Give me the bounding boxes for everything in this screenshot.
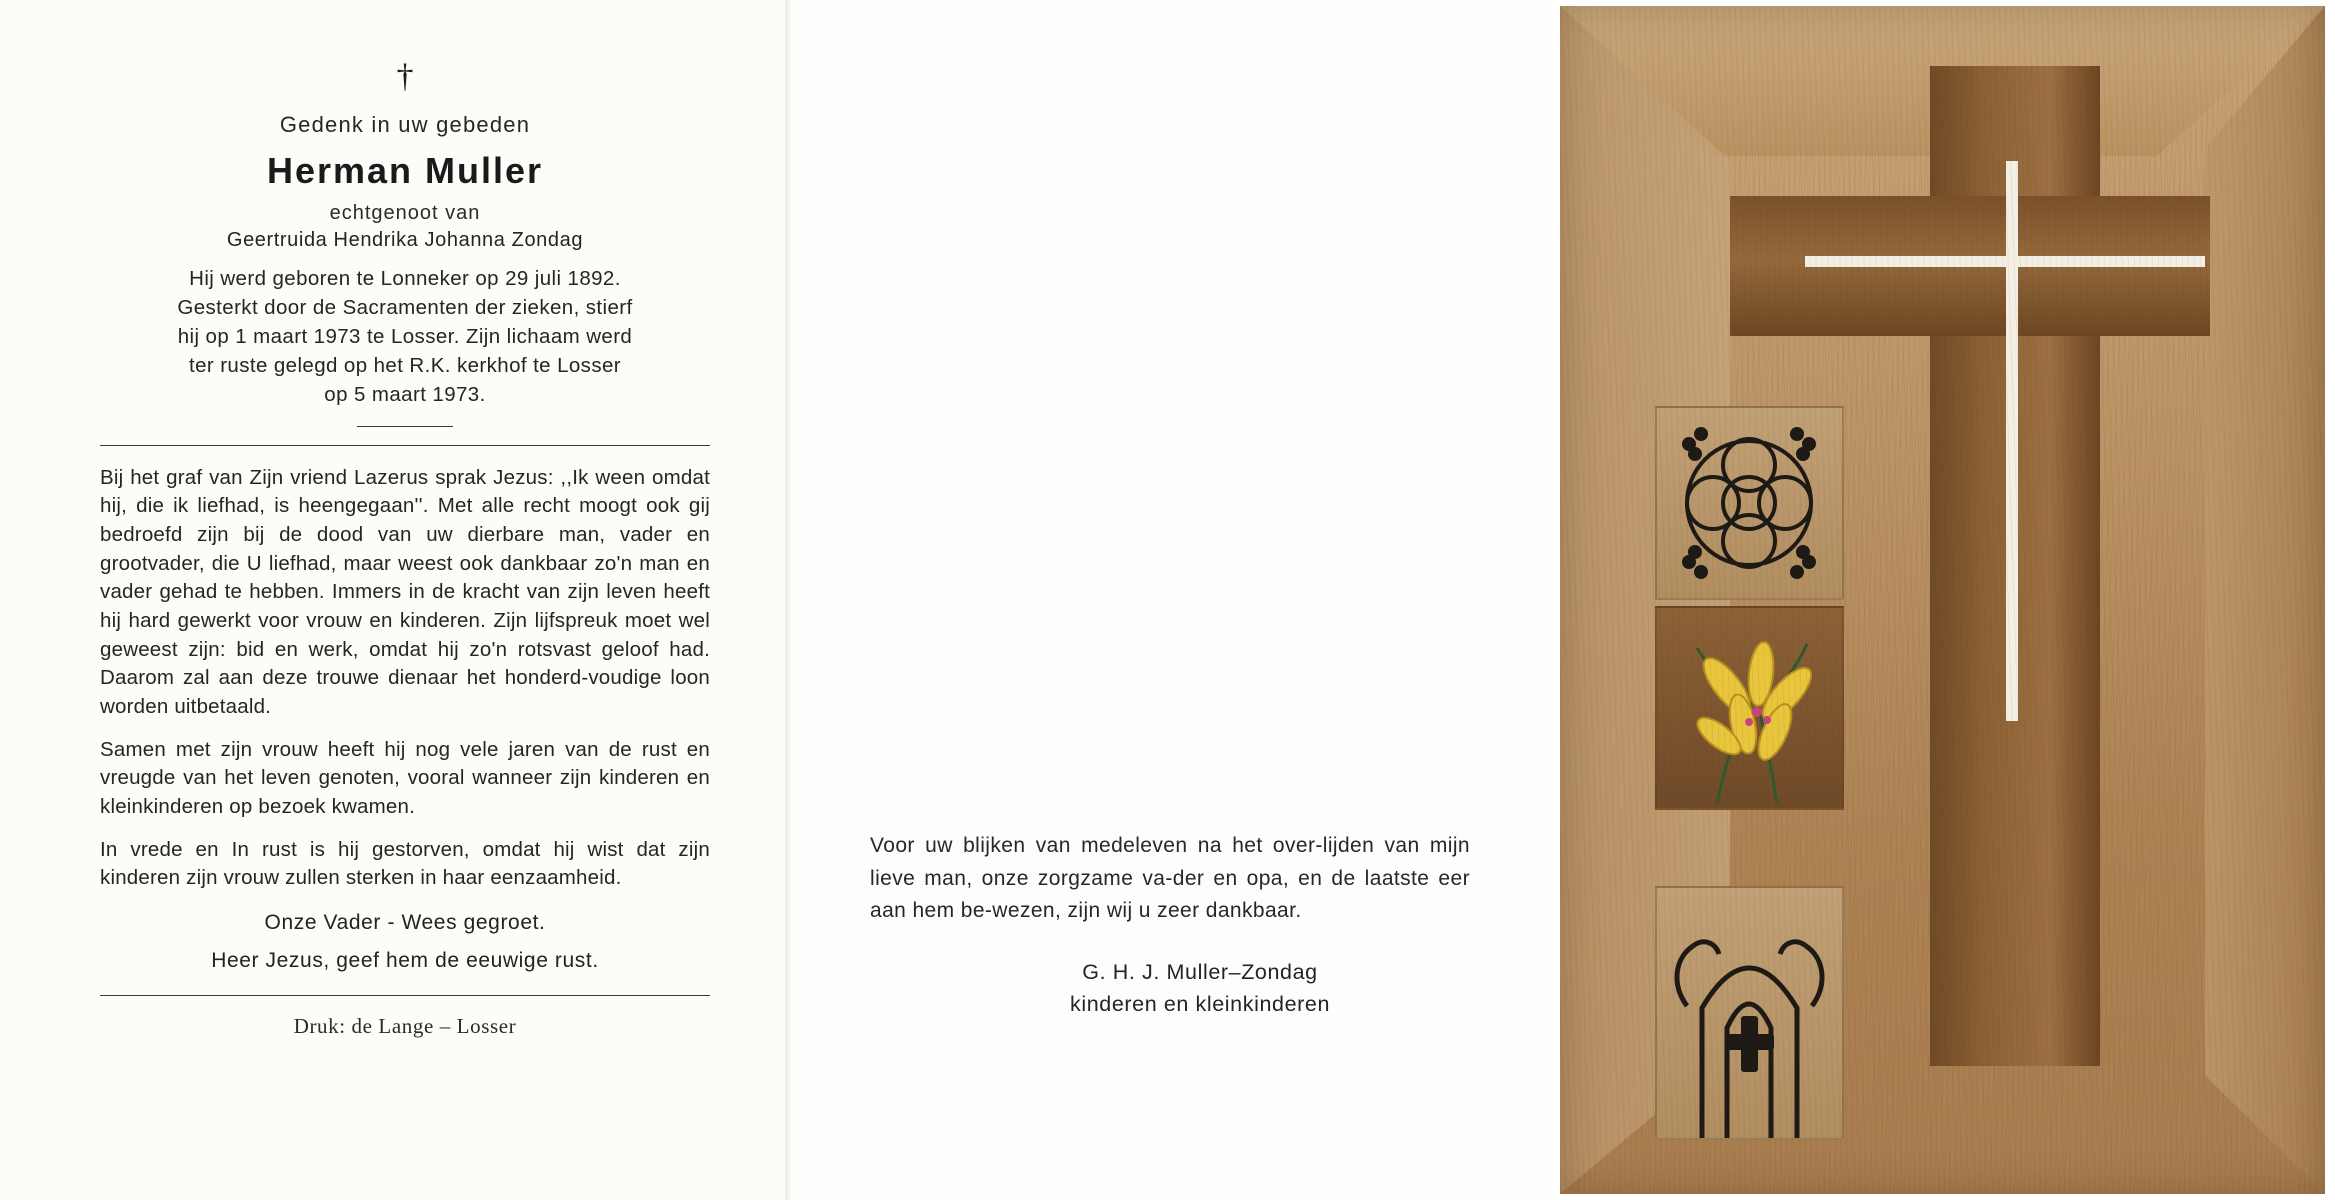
divider-full-top [100,445,710,446]
divider-short [357,426,453,427]
wooden-cross-artwork [1560,6,2325,1194]
spouse-name: Geertruida Hendrika Johanna Zondag [226,229,584,251]
lily-panel [1655,606,1844,810]
thank-you-note [870,830,1470,1020]
eulogy-paragraph-3: In vrede en In rust is hij gestorven, omdat hij wist dat zijn kinderen zijn vrouw zullen sterken in haar eenzaamheid. [100,837,710,890]
cross-inlay-line-vertical [2006,161,2018,721]
eulogy-paragraph-1: Bij het graf van Zijn vriend Lazerus sprak Jezus: ,,Ik ween omdat hij, die ik liefhad, is heengegaan''. Met alle recht moogt ook gij bedroefd zijn bij de dood van uw dierbare man, vader en grootvader, die U liefhad, maar weest ook dankbaar zo'n man en vader gehad te hebben. Immers in de kracht van zijn leven heeft hij hard gewerkt voor vrouw en kinderen. Zijn lijfspreuk moet wel geweest zijn: bid en werk, omdat hij zo'n rotsvast geloof had. Daarom zal aan deze trouwe dienaar het honderd-voudige loon worden uitbetaald. [100,465,710,719]
memorial-lead-text: Gedenk in uw gebeden [279,112,531,137]
left-panel [0,0,790,1200]
signature-block [870,956,1470,1021]
cross-recess [1790,66,2210,1066]
rose-window-icon [1657,408,1842,598]
prayer-line-2: Heer Jezus, geef hem de eeuwige rust. [211,949,599,973]
wood-bevel-right [2205,6,2325,1194]
right-panel [1550,0,2335,1200]
signature-family: kinderen en kleinkinderen [1069,991,1331,1016]
latin-cross-icon: † [396,58,414,95]
bio-line: Gesterkt door de Sacramenten der zieken, stierf [177,296,633,320]
bio-line: ter ruste gelegd op het R.K. kerkhof te Losser [188,354,622,378]
lily-flower-icon [1657,608,1842,808]
gothic-arch-panel [1655,886,1844,1140]
divider-full-bottom [100,995,710,996]
middle-panel [790,0,1550,1200]
printer-credit: Druk: de Lange – Losser [293,1014,517,1039]
signature-widow: G. H. J. Muller–Zondag [1082,959,1318,984]
thank-you-text: Voor uw blijken van medeleven na het over-lijden van mijn lieve man, onze zorgzame va-der en opa, en de laatste eer aan hem be-wezen, zijn wij u zeer dankbaar. [870,834,1470,923]
biography-block [100,264,710,410]
left-panel-content [100,60,710,1039]
gothic-arch-icon [1657,888,1842,1138]
cross-inlay-line-horizontal [1805,256,2205,267]
bio-line: op 5 maart 1973. [324,383,486,407]
rose-window-panel [1655,406,1844,600]
relation-label: echtgenoot van [329,202,481,224]
bio-line: Hij werd geboren te Lonneker op 29 juli 1892. [189,267,621,290]
eulogy-paragraph-2: Samen met zijn vrouw heeft hij nog vele jaren van de rust en vreugde van het leven genoten, vooral wanneer zijn kinderen en kleinkinderen op bezoek kwamen. [100,737,710,819]
prayer-line-1: Onze Vader - Wees gegroet. [264,911,546,935]
bio-line: hij op 1 maart 1973 te Losser. Zijn lichaam werd [177,325,633,349]
deceased-name: Herman Muller [266,150,544,191]
